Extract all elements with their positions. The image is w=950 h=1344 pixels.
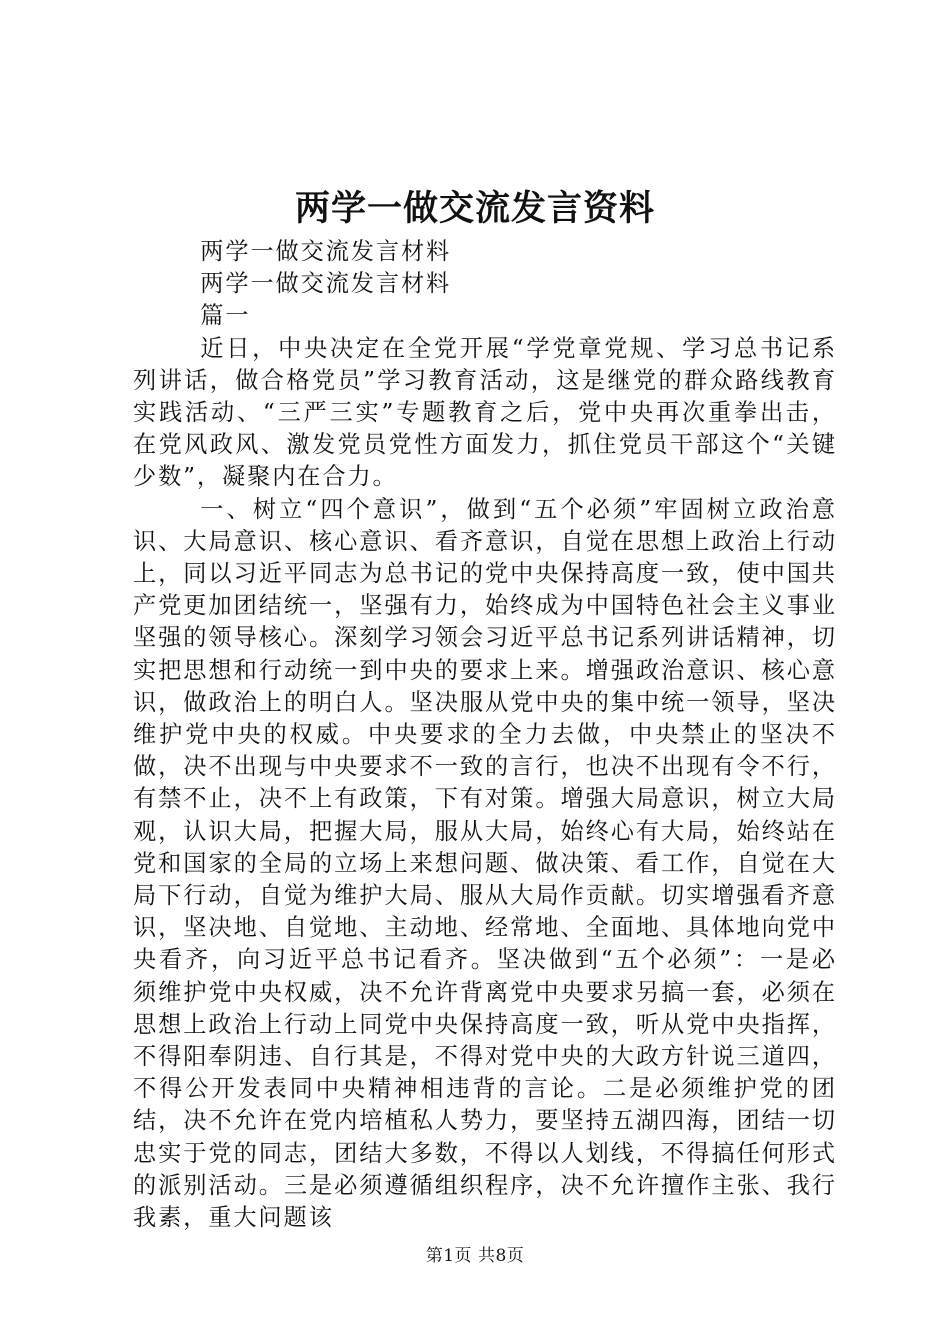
- paragraph-point-one: 一、树立“四个意识”，做到“五个必须”牢固树立政治意识、大局意识、核心意识、看齐意识，自觉在思想上政治上行动上，同以习近平同志为总书记的党中央保持高度一致，使中国共产党更加团结统一，坚强有力，始终成为中国特色社会主义事业坚强的领导核心。深刻学习领会习近平总书记系列讲话精神，切实把思想和行动统一到中央的要求上来。增强政治意识、核心意识，做政治上的明白人。坚决服从党中央的集中统一领导，坚决维护党中央的权威。中央要求的全力去做，中央禁止的坚决不做，决不出现与中央要求不一致的言行，也决不出现有令不行，有禁不止，决不上有政策，下有对策。增强大局意识，树立大局观，认识大局，把握大局，服从大局，始终心有大局，始终站在党和国家的全局的立场上来想问题、做决策、看工作，自觉在大局下行动，自觉为维护大局、服从大局作贡献。切实增强看齐意识，坚决地、自觉地、主动地、经常地、全面地、具体地向党中央看齐，向习近平总书记看齐。坚决做到“五个必须”：一是必须维护党中央权威，决不允许背离党中央要求另搞一套，必须在思想上政治上行动上同党中央保持高度一致，听从党中央指挥，不得阳奉阴违、自行其是，不得对党中央的大政方针说三道四，不得公开发表同中央精神相违背的言论。二是必须维护党的团结，决不允许在党内培植私人势力，要坚持五湖四海，团结一切忠实于党的同志，团结大多数，不得以人划线，不得搞任何形式的派别活动。三是必须遵循组织程序，决不允许擅作主张、我行我素，重大问题该: [133, 495, 837, 1232]
- paragraph-section-label: 篇一: [200, 302, 251, 330]
- paragraph-intro: 近日，中央决定在全党开展“学党章党规、学习总书记系列讲话，做合格党员”学习教育活动，这是继党的群众路线教育实践活动、“三严三实”专题教育之后，党中央再次重拳出击，在党风政风、激发党员党性方面发力，抓住党员干部这个“关键少数”，凝聚内在合力。: [133, 334, 837, 491]
- paragraph-subtitle-2: 两学一做交流发言材料: [200, 270, 452, 298]
- document-title: 两学一做交流发言资料: [294, 188, 655, 229]
- document-body: [133, 236, 837, 1234]
- page-number-footer: 第1页 共8页: [425, 1246, 525, 1266]
- paragraph-subtitle-1: 两学一做交流发言材料: [200, 238, 452, 265]
